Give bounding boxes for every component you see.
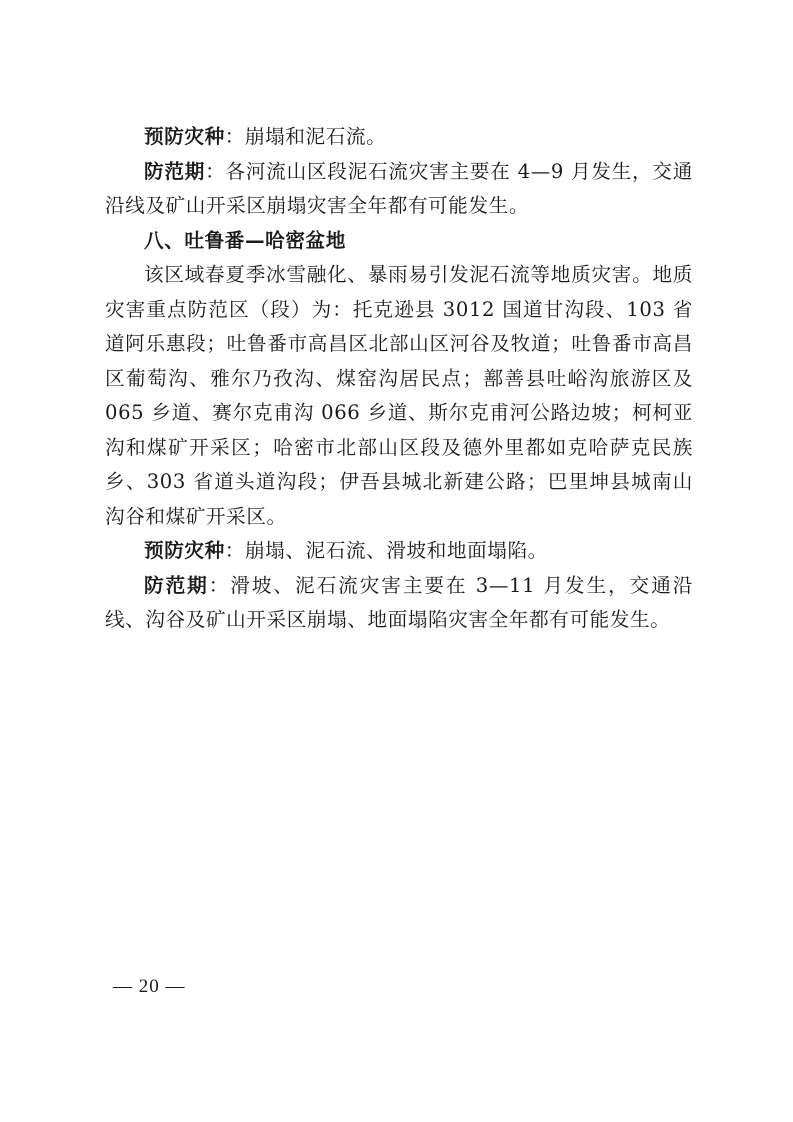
paragraph-hazard-types-1 <box>105 120 693 155</box>
paragraph-hazard-types-2 <box>105 534 693 569</box>
label-prevention-period: 防范期 <box>144 573 209 597</box>
paragraph-text: ：各河流山区段泥石流灾害主要在 4—9 月发生，交通沿线及矿山开采区崩塌灾害全年都有可能发生。 <box>105 159 693 217</box>
paragraph-prevention-period-2 <box>105 569 693 638</box>
paragraph-text: ：崩塌和泥石流。 <box>224 125 387 148</box>
page-number: — 20 — <box>113 976 186 997</box>
label-prevention-period: 防范期 <box>144 159 206 183</box>
document-body <box>105 120 693 638</box>
section-heading-turpan-hami: 八、吐鲁番—哈密盆地 <box>144 228 346 252</box>
label-hazard-types: 预防灾种 <box>144 539 225 562</box>
paragraph-text: ：崩塌、泥石流、滑坡和地面塌陷。 <box>224 539 548 562</box>
paragraph-text: ：滑坡、泥石流灾害主要在 3—11 月发生，交通沿线、沟谷及矿山开采区崩塌、地面塌陷灾害全年都有可能发生。 <box>105 573 693 631</box>
paragraph-text: 该区域春夏季冰雪融化、暴雨易引发泥石流等地质灾害。地质灾害重点防范区（段）为：托克逊县 3012 国道甘沟段、103 省道阿乐惠段；吐鲁番市高昌区北部山区河谷及牧道；吐鲁番市高昌区葡萄沟、雅尔乃孜沟、煤窑沟居民点；鄯善县吐峪沟旅游区及 065 乡道、赛尔克甫沟 066 乡道、斯尔克甫河公路边坡；柯柯亚沟和煤矿开采区；哈密市北部山区段及德外里都如克哈萨克民族乡、303 省道头道沟段；伊吾县城北新建公路；巴里坤县城南山沟谷和煤矿开采区。 <box>105 263 693 528</box>
paragraph-region-description <box>105 258 693 534</box>
label-hazard-types: 预防灾种 <box>144 125 225 148</box>
paragraph-prevention-period-1 <box>105 155 693 224</box>
